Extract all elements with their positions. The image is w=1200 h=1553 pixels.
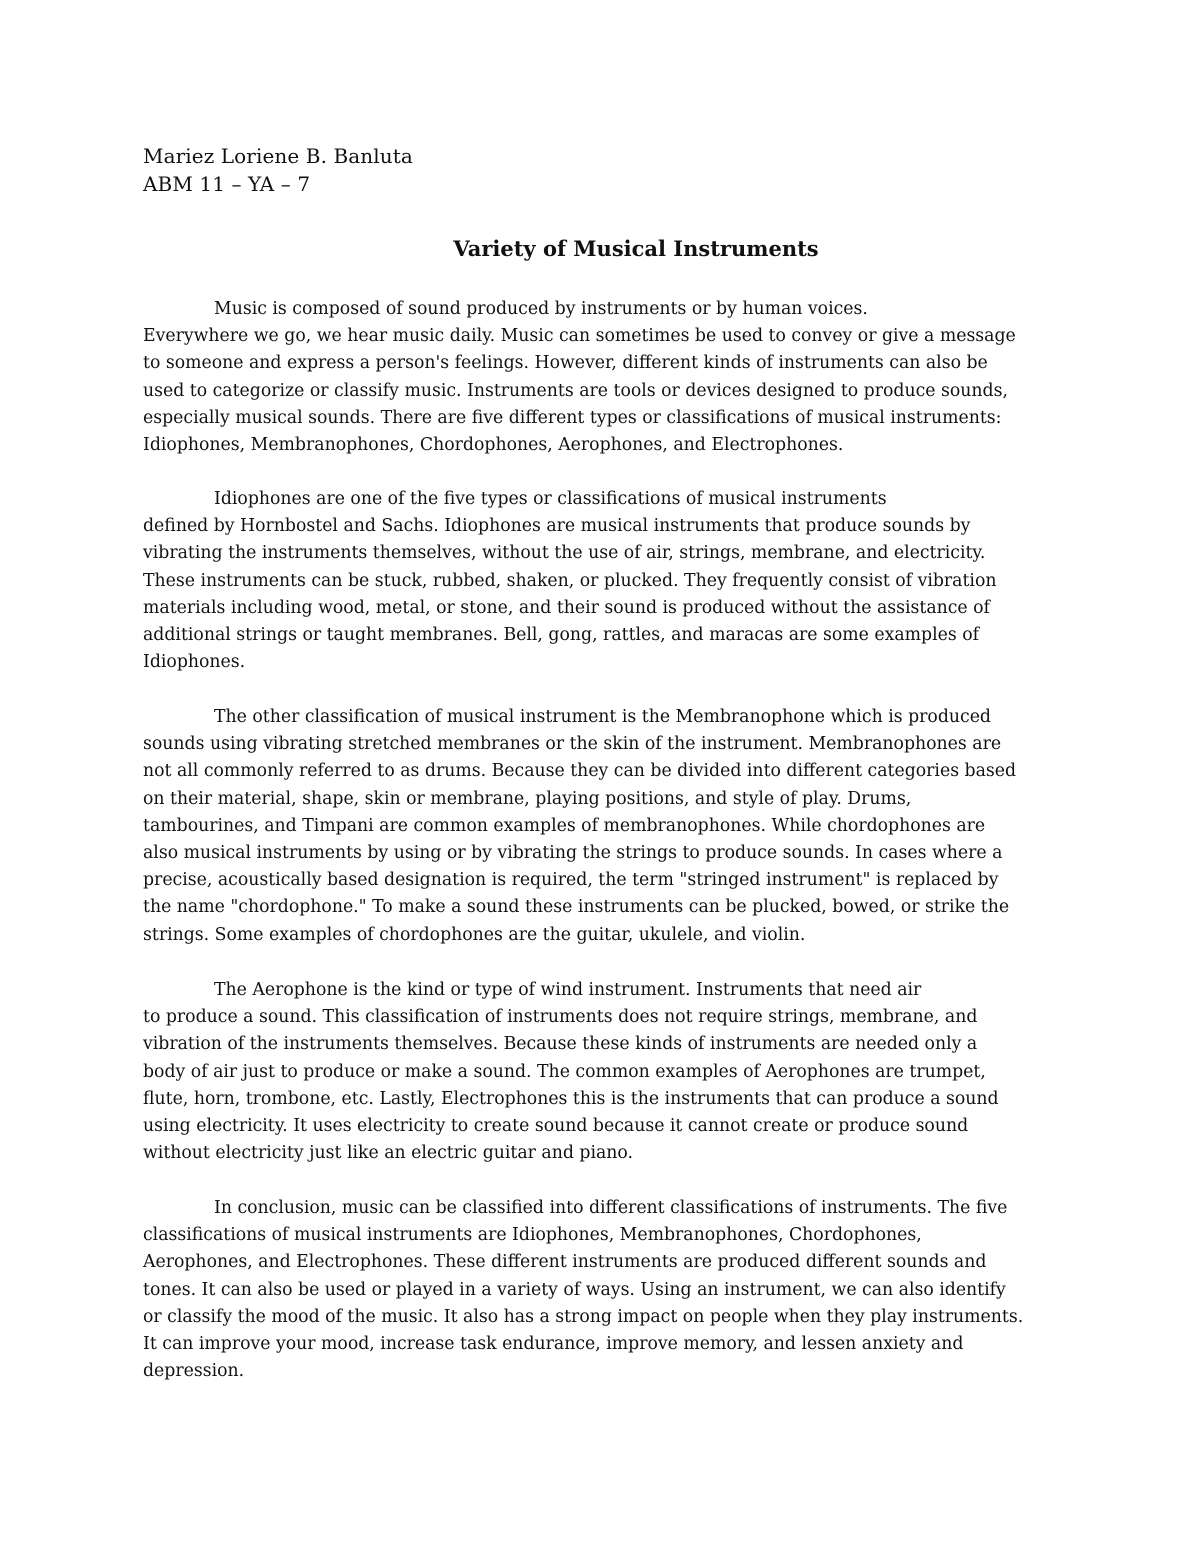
paragraph-line: Everywhere we go, we hear music daily. Music can sometimes be used to convey or give a message [143, 326, 1016, 347]
paragraph-line: tambourines, and Timpani are common examples of membranophones. While chordophones are [143, 815, 986, 836]
paragraph-line: sounds using vibrating stretched membranes or the skin of the instrument. Membranophones are [143, 734, 1002, 755]
paragraph-line: used to categorize or classify music. Instruments are tools or devices designed to produce sounds, [143, 380, 1008, 401]
paragraph-idiophones [143, 486, 1200, 676]
paragraph-line: These instruments can be stuck, rubbed, shaken, or plucked. They frequently consist of vibration [143, 570, 997, 591]
paragraph-line: without electricity just like an electric guitar and piano. [143, 1143, 634, 1164]
author-name: Mariez Loriene B. Banluta [143, 144, 413, 168]
paragraph-line: Aerophones, and Electrophones. These different instruments are produced different sounds and [143, 1252, 987, 1273]
paragraph-line: The Aerophone is the kind or type of wind instrument. Instruments that need air [214, 980, 922, 1000]
paragraph-line: not all commonly referred to as drums. Because they can be divided into different categories based [143, 761, 1017, 782]
paragraph-line: vibrating the instruments themselves, without the use of air, strings, membrane, and electricity. [143, 543, 986, 564]
paragraph-line: Idiophones, Membranophones, Chordophones, Aerophones, and Electrophones. [143, 434, 844, 455]
paragraph-line: precise, acoustically based designation is required, the term "stringed instrument" is replaced by [143, 870, 999, 891]
paragraph-line: to someone and express a person's feelings. However, different kinds of instruments can also be [143, 353, 988, 374]
paragraph-line: using electricity. It uses electricity to create sound because it cannot create or produce sound [143, 1115, 969, 1136]
paragraph-line: flute, horn, trombone, etc. Lastly, Electrophones this is the instruments that can produce a sound [143, 1088, 999, 1109]
paragraph-intro [143, 296, 1200, 459]
paragraph-line: classifications of musical instruments are Idiophones, Membranophones, Chordophones, [143, 1225, 922, 1246]
paragraph-membranophones [143, 704, 1200, 949]
paragraph-line: Idiophones are one of the five types or classifications of musical instruments [214, 489, 887, 509]
paragraph-aerophones [143, 977, 1200, 1167]
paragraph-line: on their material, shape, skin or membrane, playing positions, and style of play. Drums, [143, 788, 912, 809]
paragraph-line: body of air just to produce or make a sound. The common examples of Aerophones are trumpet, [143, 1061, 986, 1082]
paragraph-line: or classify the mood of the music. It also has a strong impact on people when they play instruments. [143, 1306, 1024, 1327]
paragraph-line: strings. Some examples of chordophones are the guitar, ukulele, and violin. [143, 924, 806, 945]
paragraph-line: defined by Hornbostel and Sachs. Idiophones are musical instruments that produce sounds by [143, 516, 971, 537]
paragraph-line: vibration of the instruments themselves. Because these kinds of instruments are needed only a [143, 1034, 978, 1055]
class-section: ABM 11 – YA – 7 [143, 172, 311, 196]
paragraph-line: especially musical sounds. There are five different types or classifications of musical instruments: [143, 407, 1002, 428]
paragraph-line: to produce a sound. This classification of instruments does not require strings, membrane, and [143, 1007, 978, 1028]
paragraph-line: depression. [143, 1361, 245, 1382]
paragraph-line: The other classification of musical instrument is the Membranophone which is produced [214, 707, 991, 727]
paragraph-line: In conclusion, music can be classified into different classifications of instruments. The five [214, 1198, 1008, 1218]
paragraph-line: Music is composed of sound produced by instruments or by human voices. [214, 299, 868, 319]
paragraph-line: tones. It can also be used or played in a variety of ways. Using an instrument, we can also identify [143, 1279, 1006, 1300]
paragraph-line: materials including wood, metal, or stone, and their sound is produced without the assistance of [143, 597, 990, 618]
paragraph-line: also musical instruments by using or by vibrating the strings to produce sounds. In cases where a [143, 842, 1003, 863]
paragraph-line: the name "chordophone." To make a sound these instruments can be plucked, bowed, or strike the [143, 897, 1010, 918]
page-title: Variety of Musical Instruments [453, 236, 819, 261]
paragraph-line: additional strings or taught membranes. Bell, gong, rattles, and maracas are some examples of [143, 624, 980, 645]
paragraph-line: Idiophones. [143, 652, 246, 673]
paragraph-conclusion [143, 1195, 1200, 1385]
paragraph-line: It can improve your mood, increase task endurance, improve memory, and lessen anxiety and [143, 1333, 964, 1354]
